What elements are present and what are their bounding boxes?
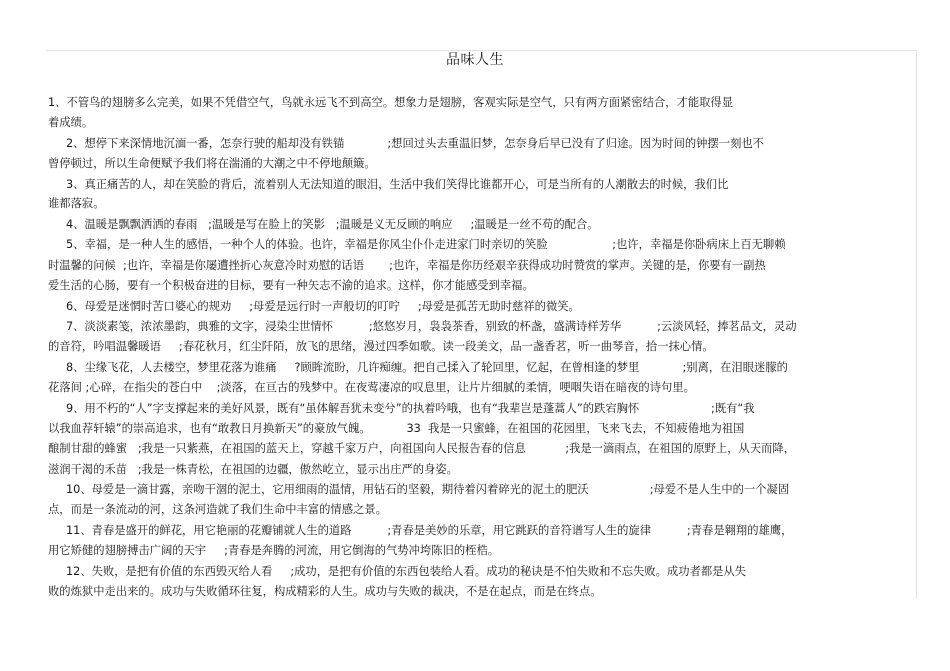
text-line: 谁都落寂。	[48, 197, 105, 210]
text-line: 败的炼狱中走出来的。成功与失败循环往复，构成精彩的人生。成功与失败的裁决，不是在起点，而是在终点。	[48, 585, 602, 598]
text-line: 用它矫健的翅膀搏击广阔的天宇 ;青春是奔腾的河流，用它倒海的气势冲垮陈旧的桎梏。	[48, 544, 500, 557]
text-line: 时温馨的问候 ;也许，幸福是你屡遭挫折心灰意冷时劝慰的话语 ;也许，幸福是你历经艰辛获得成功时赞赏的掌声。关键的是，你要有一副热	[48, 259, 766, 272]
text-line: 着成绩。	[48, 116, 94, 129]
text-line: 6、母爱是迷惘时苦口婆心的规劝 ;母爱是远行时一声般切的叮咛 ;母爱是孤苦无助时慈祥的微笑。	[48, 300, 580, 313]
text-line: 7、淡淡素笺，浓浓墨韵，典雅的文字，浸染尘世情怀 ;悠悠岁月，袅袅茶香，别致的杯盏，盛满诗样芳华 ;云淡风轻，捧茗品文，灵动	[48, 320, 797, 333]
text-line: 11、青春是盛开的鲜花，用它艳丽的花瓣铺就人生的道路 ;青春是美妙的乐章，用它跳跃的音符谱写人生的旋律 ;青春是翱翔的雄鹰，	[48, 524, 793, 537]
text-line: 4、温暖是飘飘洒洒的春雨 ;温暖是写在脸上的笑影 ;温暖是义无反顾的响应 ;温暖是一丝不苟的配合。	[48, 218, 599, 231]
text-line: 滋润干渴的禾苗 ;我是一株青松，在祖国的边疆，傲然屹立，显示出庄严的身姿。	[48, 463, 458, 476]
text-line: 曾停顿过，所以生命便赋予我们将在湍涌的大潮之中不停地颠簸。	[48, 157, 376, 170]
text-line: 点，而是一条流动的河，这条河造就了我们生命中丰富的情感之景。	[48, 503, 387, 516]
text-line: 爱生活的心肠，要有一个积极奋进的目标，要有一种矢志不渝的追求。这样，你才能感受到幸福。	[48, 279, 534, 292]
text-line: 花落间 ;心碎，在指尖的苍白中 ;淡落，在亘古的残梦中。在夜莺凄凉的叹息里，让片片细腻的柔情，哽咽失语在暗夜的诗句里。	[48, 381, 695, 394]
text-line: 9、用不朽的“人”字支撑起来的美好风景，既有“虽体解吾犹未变兮”的执着吟哦，也有“我辈岂是蓬蒿人”的跌宕胸怀 ;既有“我	[48, 402, 755, 415]
text-line: 12、失败，是把有价值的东西毁灭给人看 ;成功，是把有价值的东西包装给人看。成功的秘诀是不怕失败和不忘失败。成功者都是从失	[48, 565, 747, 578]
text-line: 1、不管鸟的翅膀多么完美，如果不凭借空气，鸟就永远飞不到高空。想象力是翅膀，客观实际是空气，只有两方面紧密结合，才能取得显	[48, 96, 734, 109]
text-line: 8、尘缘飞花，人去楼空，梦里花落为谁痛 ?顾眸流盼，几许痴缠。把自己揉入了轮回里，忆起，在曾相逢的梦里 ;别离，在泪眼迷朦的	[48, 361, 788, 374]
document-title: 品味人生	[446, 52, 504, 68]
text-line: 的音符，吟唱温馨暖语 ;春花秋月，红尘阡陌，放飞的思绪，漫过四季如歌。读一段美文，品一盏香茗，听一曲琴音，拾一抹心情。	[48, 340, 714, 353]
text-line: 酿制甘甜的蜂蜜 ;我是一只紫燕，在祖国的蓝天上，穿越千家万户，向祖国向人民报告春的信息 ;我是一滴雨点，在祖国的原野上，从天而降，	[48, 442, 796, 455]
text-line: 2、想停下来深情地沉湎一番，怎奈行驶的船却没有铁锚 ;想回过头去重温旧梦，怎奈身后早已没有了归途。因为时间的钟摆一刻也不	[48, 137, 764, 150]
text-line: 5、幸福，是一种人生的感悟，一种个人的体验。也许，幸福是你风尘仆仆走进家门时亲切的笑脸 ;也许，幸福是你卧病床上百无聊赖	[48, 238, 786, 251]
text-line: 3、真正痛苦的人，却在笑脸的背后，流着别人无法知道的眼泪，生活中我们笑得比谁都开心，可是当所有的人潮散去的时候，我们比	[48, 178, 729, 191]
text-line: 10、母爱是一滴甘露，亲吻干涸的泥土，它用细雨的温情，用钻石的坚毅，期待着闪着碎光的泥土的肥沃 ;母爱不是人生中的一个凝固	[48, 483, 790, 496]
text-line: 以我血荐轩辕”的崇高追求，也有“敢教日月换新天”的豪放气魄。 33 我是一只蜜蜂，在祖国的花园里，飞来飞去，不知疲倦地为祖国	[48, 422, 745, 435]
